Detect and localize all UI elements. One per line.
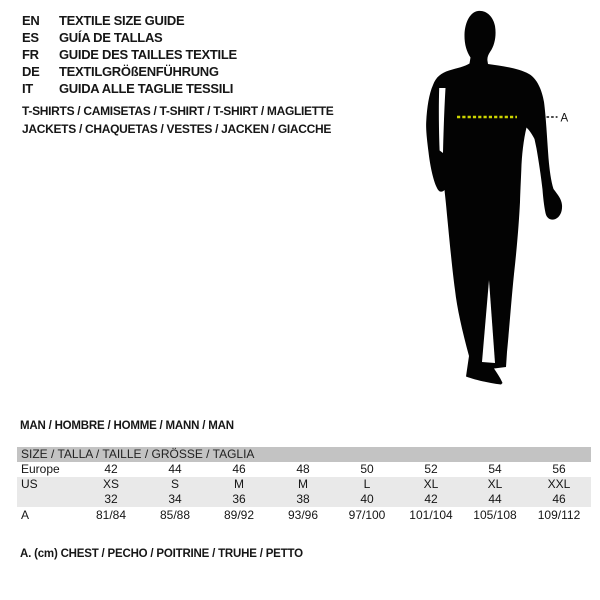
language-row-de — [22, 63, 237, 80]
table-row-us-numeric — [17, 492, 591, 507]
table-cell: 89/92 — [223, 508, 255, 522]
row-label: Europe — [21, 462, 60, 476]
language-label: TEXTILGRÖßENFÜHRUNG — [59, 64, 219, 79]
table-cell: 109/112 — [537, 508, 581, 522]
table-cell: 42 — [104, 462, 118, 476]
language-label: TEXTILE SIZE GUIDE — [59, 13, 185, 28]
table-cell: 105/108 — [473, 508, 517, 522]
language-row-fr — [22, 46, 237, 63]
category-line-jackets: JACKETS / CHAQUETAS / VESTES / JACKEN / GIACCHE — [22, 122, 332, 136]
table-cell: XL — [487, 477, 503, 491]
table-cell: 34 — [168, 492, 182, 506]
language-row-en — [22, 12, 237, 29]
table-cell: 52 — [424, 462, 438, 476]
table-row-europe — [17, 462, 591, 477]
size-table-header-label: SIZE / TALLA / TAILLE / GRÖSSE / TAGLIA — [21, 447, 255, 461]
table-cell: 101/104 — [409, 508, 453, 522]
garment-categories — [22, 102, 334, 138]
language-code: EN — [22, 13, 40, 28]
language-row-it — [22, 80, 237, 97]
table-cell: 32 — [104, 492, 118, 506]
table-cell: 85/88 — [159, 508, 191, 522]
language-label: GUIDA ALLE TAGLIE TESSILI — [59, 81, 234, 96]
language-label: GUIDE DES TAILLES TEXTILE — [59, 47, 237, 62]
man-silhouette — [426, 11, 562, 385]
row-label — [17, 492, 79, 507]
size-table-header — [17, 447, 591, 462]
table-cell: M — [298, 477, 308, 491]
language-code: FR — [22, 47, 39, 62]
language-code: IT — [22, 81, 33, 96]
measure-label-a: A — [560, 112, 569, 125]
row-label: US — [21, 477, 38, 491]
table-cell: 40 — [360, 492, 374, 506]
table-cell: 36 — [232, 492, 246, 506]
table-cell: 48 — [296, 462, 310, 476]
row-label: A — [21, 508, 30, 522]
language-code: DE — [22, 64, 40, 79]
category-line-tshirts: T-SHIRTS / CAMISETAS / T-SHIRT / T-SHIRT / MAGLIETTE — [22, 104, 334, 118]
table-cell: 42 — [424, 492, 438, 506]
language-code: ES — [22, 30, 39, 45]
table-cell: 81/84 — [95, 508, 127, 522]
table-cell: 44 — [168, 462, 182, 476]
table-cell: M — [234, 477, 244, 491]
table-cell: 38 — [296, 492, 310, 506]
table-cell: 93/96 — [287, 508, 319, 522]
language-label: GUÍA DE TALLAS — [59, 30, 163, 45]
measurement-footnote: A. (cm) CHEST / PECHO / POITRINE / TRUHE / PETTO — [20, 548, 303, 560]
table-cell: 54 — [488, 462, 502, 476]
table-cell: S — [170, 477, 179, 491]
table-cell: 44 — [488, 492, 502, 506]
table-cell: XL — [423, 477, 439, 491]
table-cell: L — [363, 477, 371, 491]
table-row-chest-a — [17, 507, 591, 524]
table-cell: 46 — [232, 462, 246, 476]
man-silhouette-figure — [410, 0, 575, 400]
table-cell: XS — [102, 477, 119, 491]
language-list — [22, 12, 237, 97]
table-cell: 97/100 — [348, 508, 386, 522]
language-row-es — [22, 29, 237, 46]
table-cell: 56 — [552, 462, 566, 476]
table-cell: XXL — [547, 477, 571, 491]
table-row-us-letters — [17, 477, 591, 492]
table-cell: 50 — [360, 462, 374, 476]
table-cell: 46 — [552, 492, 566, 506]
size-table — [17, 447, 591, 524]
section-title-man: MAN / HOMBRE / HOMME / MANN / MAN — [20, 420, 234, 432]
